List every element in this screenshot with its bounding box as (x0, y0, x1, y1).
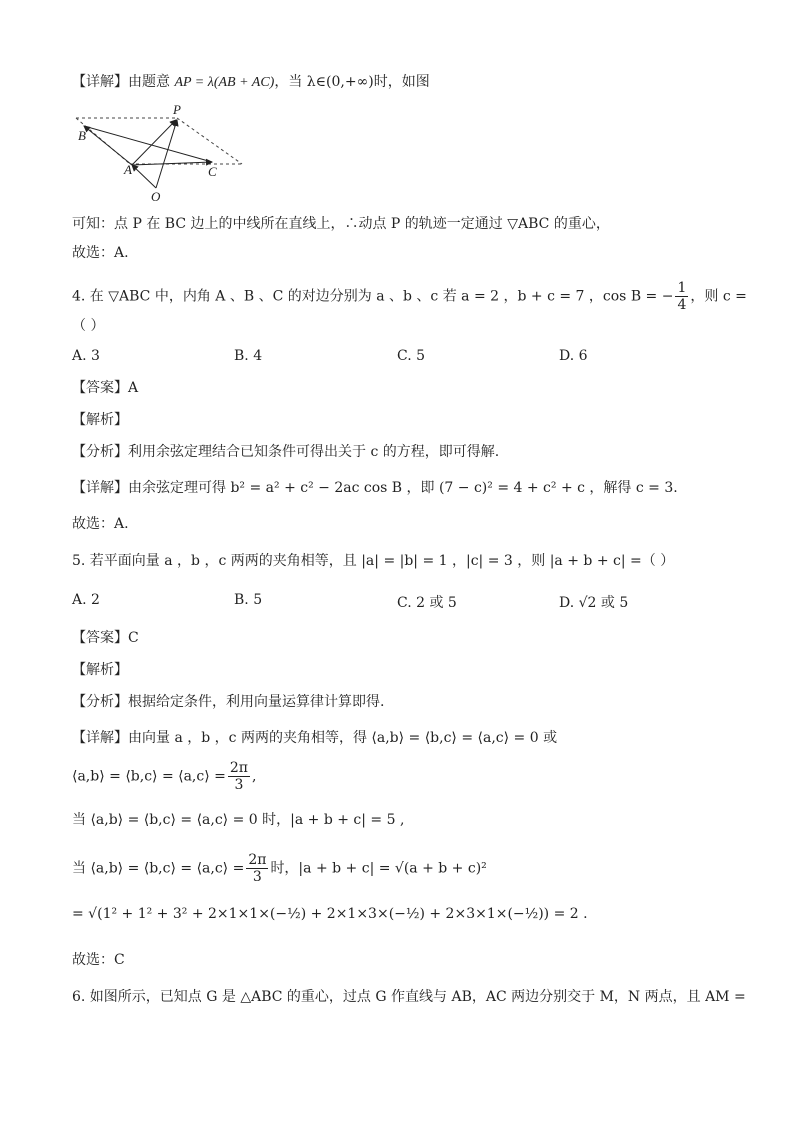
q3-detail-line (72, 72, 430, 93)
q4-detail: 【详解】由余弦定理可得 b² = a² + c² − 2ac cos B ，即 (7 − c)² = 4 + c² + c ，解得 c = 3. (72, 480, 678, 496)
q6-stem: 6. 如图所示，已知点 G 是 △ABC 的重心，过点 G 作直线与 AB，AC 两边分别交于 M，N 两点，且 AM = (72, 989, 746, 1005)
label-c: C (208, 164, 217, 179)
q4-analysis: 【解析】 (72, 412, 128, 428)
detail-tag: 【详解】 (72, 74, 128, 90)
q5-detail-4: 当 ⟨a,b⟩ = ⟨b,c⟩ = ⟨a,c⟩ = $\frac{2\pi}{3}$ 时，|a + b + c| = √(a + b + c)² (72, 852, 487, 885)
frac-2pi-3-b: $\frac{2\pi}{3}$ (248, 852, 267, 885)
q4-stem-end: ，则 c = (690, 288, 747, 305)
q5-detail-1: 【详解】由向量 a ，b ，c 两两的夹角相等，得 ⟨a,b⟩ = ⟨b,c⟩ = ⟨a,c⟩ = 0 或 (72, 730, 558, 746)
q4-option-d: D. 6 (559, 348, 588, 364)
q4-answer: 【答案】A (72, 380, 139, 396)
frac-2pi-3: $\frac{2\pi}{3}$ (229, 760, 248, 793)
vector-formula: AP = λ(AB + AC) (174, 75, 275, 90)
condition-text: ，当 λ∈(0,+∞)时，如图 (274, 74, 430, 90)
q5-option-d: D. √2 或 5 (559, 595, 629, 611)
q3-choice: 故选：A. (72, 245, 129, 261)
q3-conclusion: 可知：点 P 在 BC 边上的中线所在直线上，∴动点 P 的轨迹一定通过 ▽ABC 的重心， (72, 216, 610, 232)
q5-analysis: 【解析】 (72, 662, 128, 678)
q5-answer: 【答案】C (72, 630, 139, 646)
q5-option-a: A. 2 (72, 592, 100, 608)
q5-detail-5: = √(1² + 1² + 3² + 2×1×1×(−½) + 2×1×3×(−½) + 2×3×1×(−½)) = 2 . (72, 906, 588, 922)
label-p: P (173, 102, 181, 117)
q4-stem (72, 280, 747, 313)
label-o: O (151, 189, 161, 204)
q4-analysis-detail: 【分析】利用余弦定理结合已知条件可得出关于 c 的方程，即可得解. (72, 444, 500, 460)
q4-stem-text: 4. 在 ▽ABC 中，内角 A 、B 、C 的对边分别为 a 、b 、c 若 a = 2 ，b + c = 7 ，cos B = − (72, 288, 674, 305)
q4-fraction: $\frac{1}{4}$ (677, 280, 687, 313)
detail-text: 由题意 (128, 74, 170, 90)
q4-option-b: B. 4 (234, 348, 263, 364)
q5-detail-2: ⟨a,b⟩ = ⟨b,c⟩ = ⟨a,c⟩ = $\frac{2\pi}{3}$ , (72, 760, 257, 793)
q5-stem: 5. 若平面向量 a ，b ，c 两两的夹角相等，且 |a| = |b| = 1 ，|c| = 3 ，则 |a + b + c| =（ ） (72, 553, 675, 569)
q4-choice: 故选：A. (72, 516, 129, 532)
q5-option-c: C. 2 或 5 (397, 595, 457, 611)
label-b: B (78, 128, 86, 143)
q5-option-b: B. 5 (234, 592, 263, 608)
q4-option-a: A. 3 (72, 348, 100, 364)
q5-analysis-detail: 【分析】根据给定条件，利用向量运算律计算即得. (72, 694, 385, 710)
q5-choice: 故选：C (72, 952, 125, 968)
q4-paren: （ ） (72, 318, 105, 334)
q3-figure (72, 100, 247, 205)
q5-detail-3: 当 ⟨a,b⟩ = ⟨b,c⟩ = ⟨a,c⟩ = 0 时，|a + b + c| = 5 , (72, 812, 405, 828)
label-a: A (124, 162, 132, 177)
q4-option-c: C. 5 (397, 348, 426, 364)
